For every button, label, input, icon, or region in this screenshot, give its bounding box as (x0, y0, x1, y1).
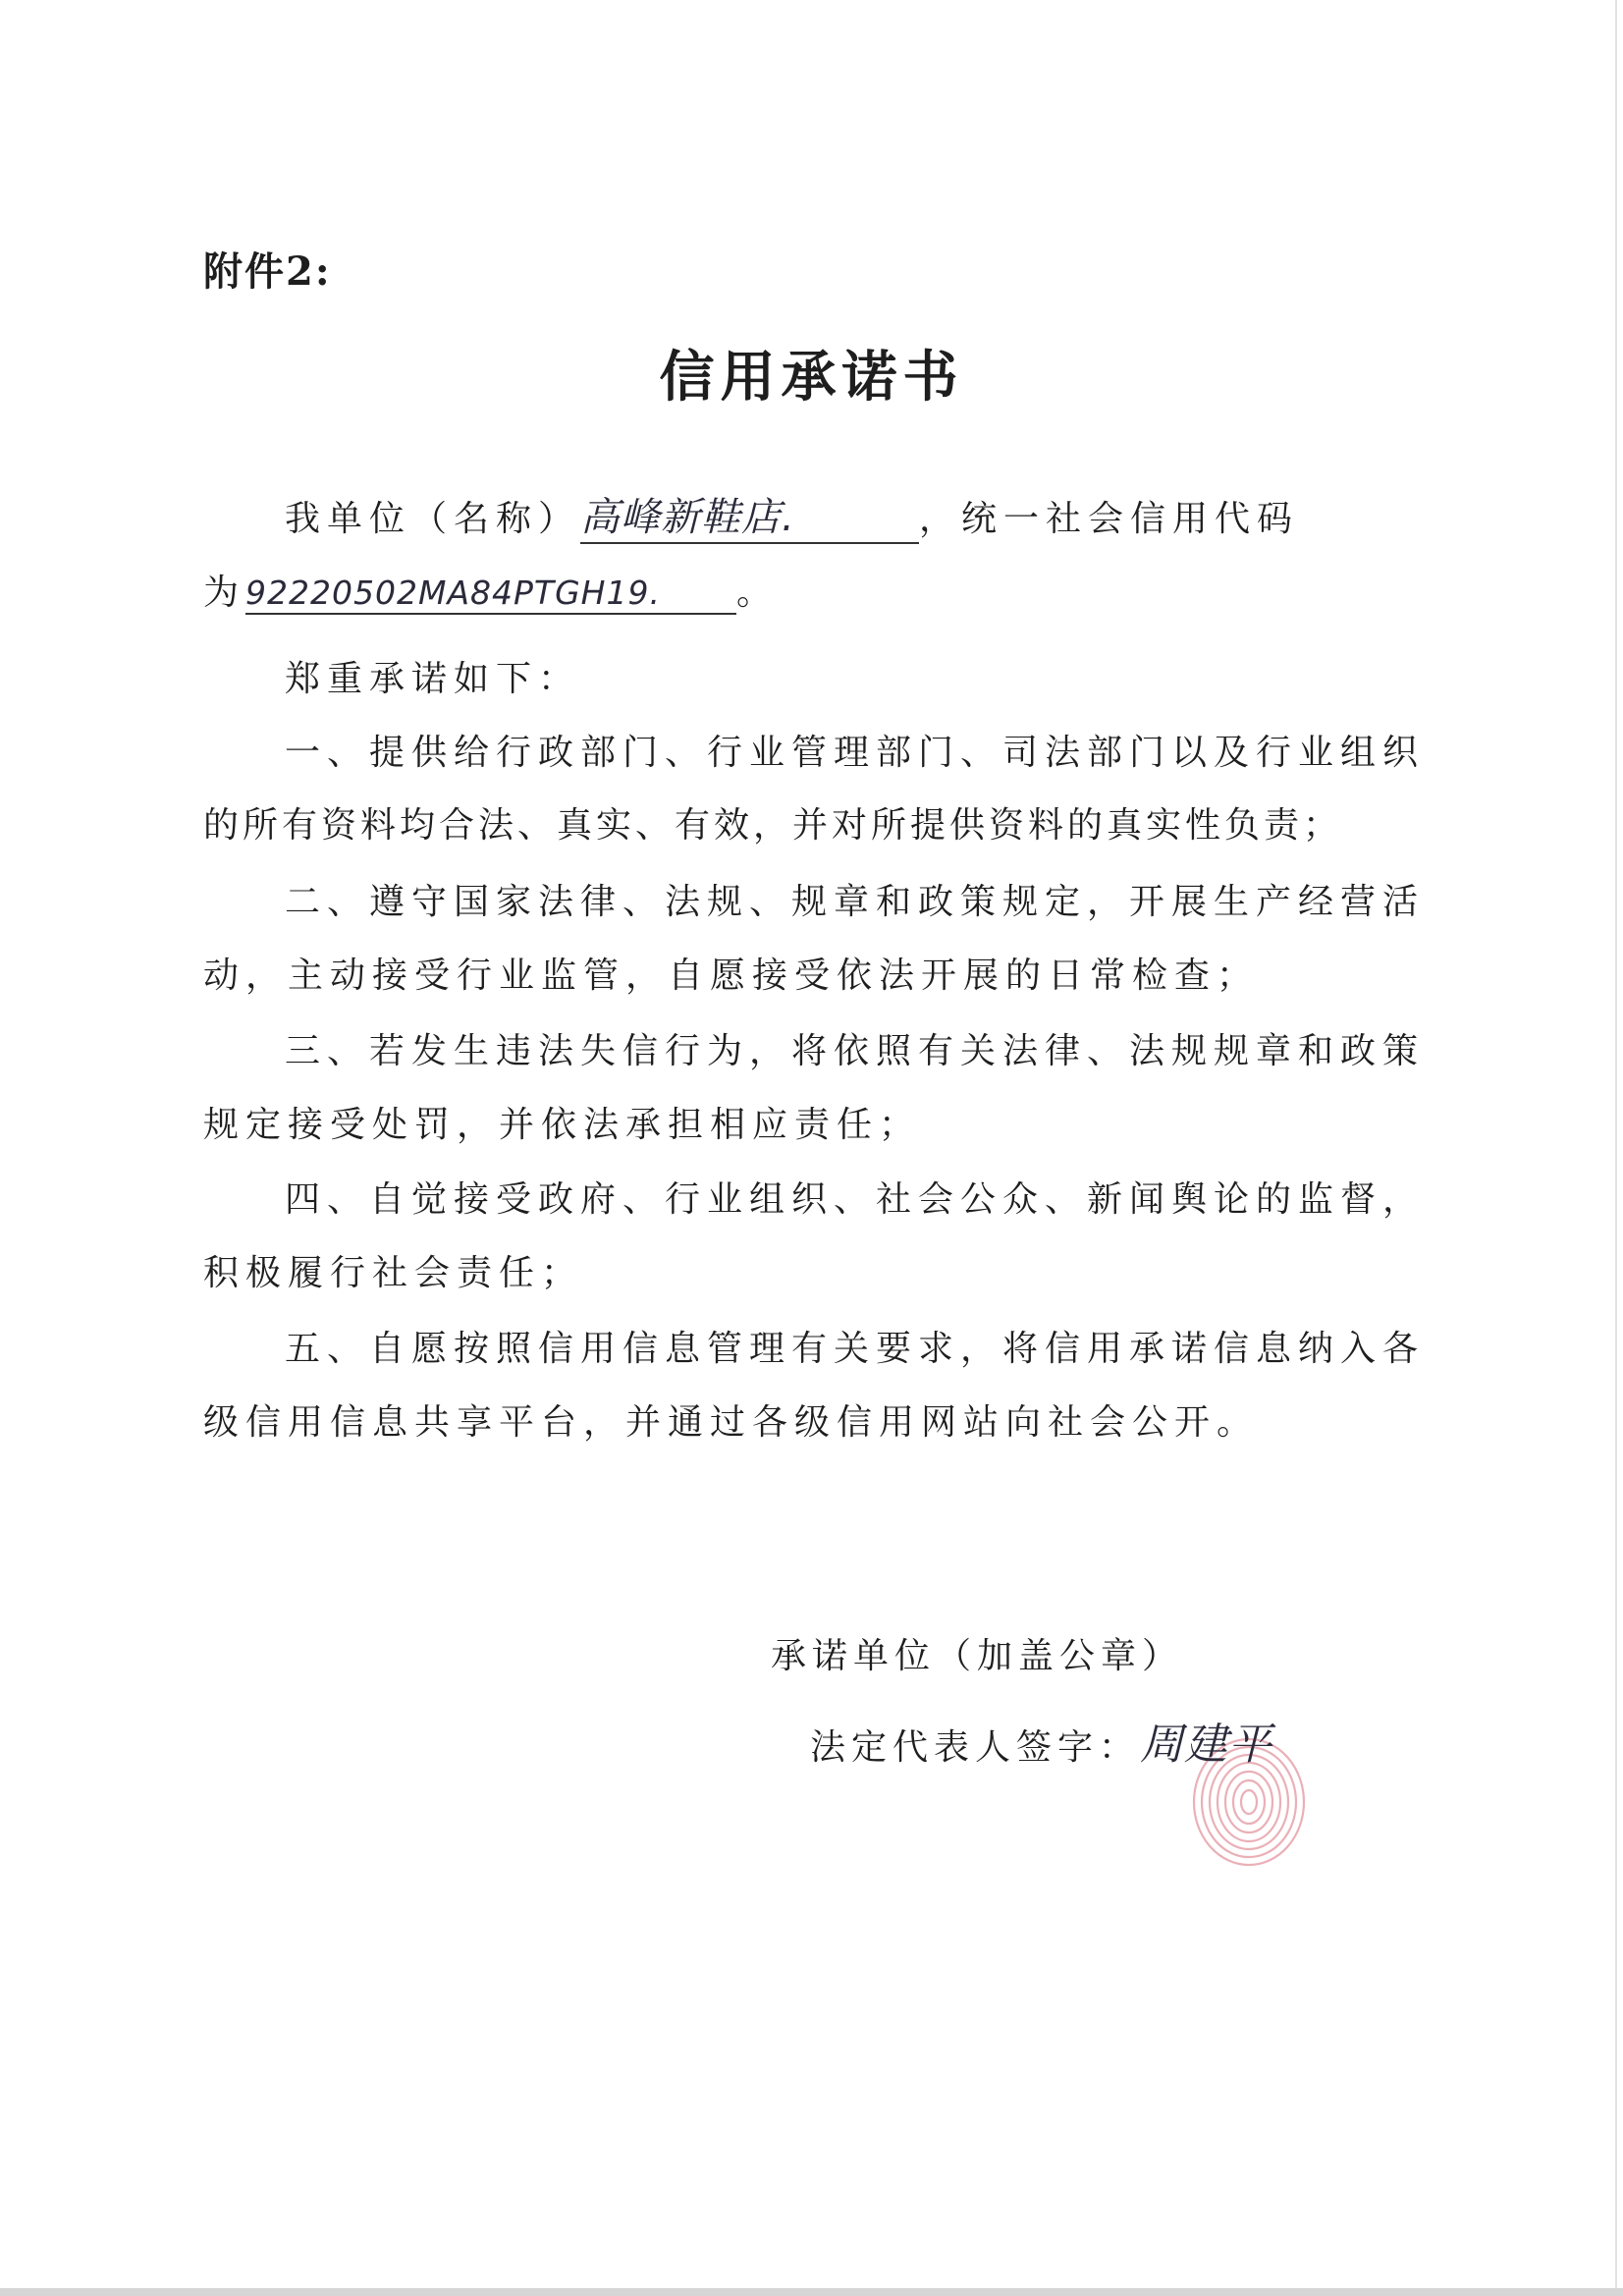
credit-code-handwritten: 92220502MA84PTGH19. (245, 574, 661, 612)
company-name-handwritten: 高峰新鞋店. (580, 495, 795, 540)
legal-rep-signature: 周建平 (1140, 1720, 1273, 1770)
intro-middle: ，统一社会信用代码 (919, 499, 1300, 539)
paragraph-line: 的所有资料均合法、真实、有效，并对所提供资料的真实性负责； (203, 805, 1343, 846)
paragraph-line: 五、自愿按照信用信息管理有关要求，将信用承诺信息纳入各 (285, 1329, 1426, 1369)
paragraph-line: 三、若发生违法失信行为，将依照有关法律、法规规章和政策 (285, 1031, 1426, 1071)
legal-rep-line (810, 1709, 1272, 1772)
intro-line-2 (203, 565, 779, 615)
document-title: 信用承诺书 (659, 345, 964, 410)
legal-rep-label: 法定代表人签字： (810, 1727, 1141, 1768)
intro-suffix: 。 (736, 573, 780, 613)
paragraph-line: 规定接受处罚，并依法承担相应责任； (203, 1105, 922, 1145)
paragraph-line: 级信用信息共享平台，并通过各级信用网站向社会公开。 (203, 1402, 1260, 1443)
intro-line-1 (285, 486, 1299, 544)
attachment-label: 附件2: (203, 248, 332, 295)
paragraph-line: 四、自觉接受政府、行业组织、社会公众、新闻舆论的监督， (285, 1179, 1426, 1220)
credit-code-field (245, 573, 736, 615)
paragraph-line: 积极履行社会责任； (203, 1253, 584, 1293)
intro-prefix: 我单位（名称） (285, 499, 581, 539)
paragraph-line: 动，主动接受行业监管，自愿接受依法开展的日常检查； (203, 956, 1260, 996)
committing-unit-label: 承诺单位（加盖公章） (771, 1636, 1184, 1676)
pledge-intro: 郑重承诺如下： (285, 659, 581, 699)
paragraph-line: 一、提供给行政部门、行业管理部门、司法部门以及行业组织 (285, 733, 1426, 773)
code-prefix: 为 (203, 573, 246, 613)
scan-bottom-edge (0, 2288, 1623, 2296)
company-name-field (580, 486, 919, 544)
paragraph-line: 二、遵守国家法律、法规、规章和政策规定，开展生产经营活 (285, 882, 1426, 922)
